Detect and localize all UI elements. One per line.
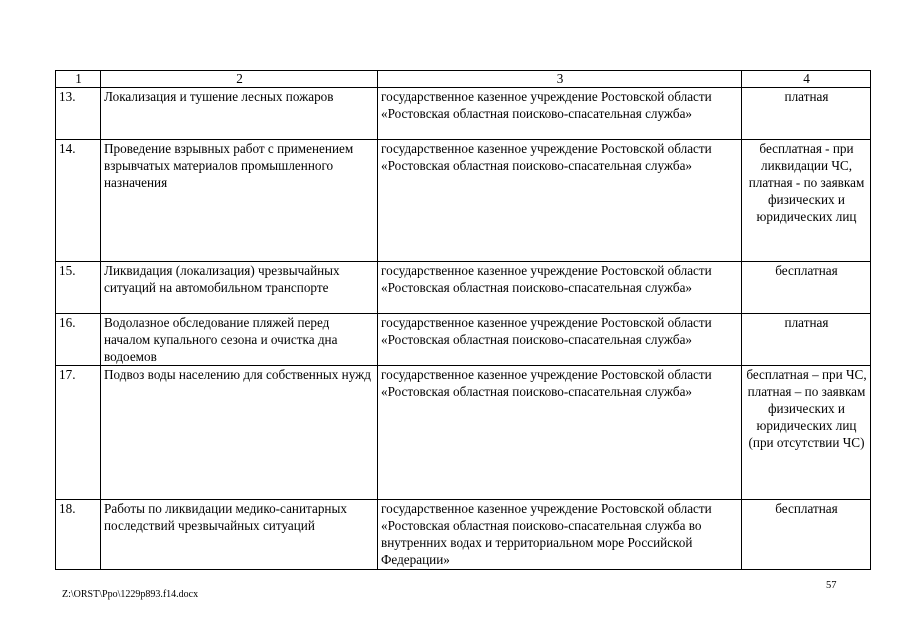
row-number: 15.	[56, 262, 101, 314]
cost-type: бесплатная	[742, 262, 871, 314]
provider-name: государственное казенное учреждение Ростовской области «Ростовская областная поисково-спасательная служба»	[378, 314, 742, 366]
table-row	[56, 366, 871, 500]
service-name: Локализация и тушение лесных пожаров	[101, 88, 378, 140]
service-name: Ликвидация (локализация) чрезвычайных ситуаций на автомобильном транспорте	[101, 262, 378, 314]
provider-name: государственное казенное учреждение Ростовской области «Ростовская областная поисково-спасательная служба во внутренних водах и территориальном море Российской Федерации»	[378, 500, 742, 570]
footer-file-path: Z:\ORST\Ppo\1229p893.f14.docx	[62, 589, 199, 600]
table-row	[56, 314, 871, 366]
row-number: 17.	[56, 366, 101, 500]
table-row	[56, 140, 871, 262]
table-row	[56, 262, 871, 314]
provider-name: государственное казенное учреждение Ростовской области «Ростовская областная поисково-спасательная служба»	[378, 140, 742, 262]
services-table	[55, 70, 871, 570]
row-number: 16.	[56, 314, 101, 366]
provider-name: государственное казенное учреждение Ростовской области «Ростовская областная поисково-спасательная служба»	[378, 88, 742, 140]
provider-name: государственное казенное учреждение Ростовской области «Ростовская областная поисково-спасательная служба»	[378, 366, 742, 500]
header-cell-3: 3	[378, 71, 742, 88]
table-row	[56, 88, 871, 140]
page-number: 57	[826, 580, 837, 591]
row-number: 18.	[56, 500, 101, 570]
service-name: Водолазное обследование пляжей перед началом купального сезона и очистка дна водоемов	[101, 314, 378, 366]
cost-type: бесплатная - при ликвидации ЧС, платная - по заявкам физических и юридических лиц	[742, 140, 871, 262]
cost-type: бесплатная	[742, 500, 871, 570]
cost-type: бесплатная – при ЧС, платная – по заявкам физических и юридических лиц (при отсутствии ЧС)	[742, 366, 871, 500]
header-cell-4: 4	[742, 71, 871, 88]
row-number: 14.	[56, 140, 101, 262]
table-row	[56, 500, 871, 570]
provider-name: государственное казенное учреждение Ростовской области «Ростовская областная поисково-спасательная служба»	[378, 262, 742, 314]
service-name: Подвоз воды населению для собственных нужд	[101, 366, 378, 500]
table-header-row	[56, 71, 871, 88]
header-cell-1: 1	[56, 71, 101, 88]
service-name: Проведение взрывных работ с применением взрывчатых материалов промышленного назначения	[101, 140, 378, 262]
cost-type: платная	[742, 88, 871, 140]
header-cell-2: 2	[101, 71, 378, 88]
cost-type: платная	[742, 314, 871, 366]
service-name: Работы по ликвидации медико-санитарных последствий чрезвычайных ситуаций	[101, 500, 378, 570]
row-number: 13.	[56, 88, 101, 140]
